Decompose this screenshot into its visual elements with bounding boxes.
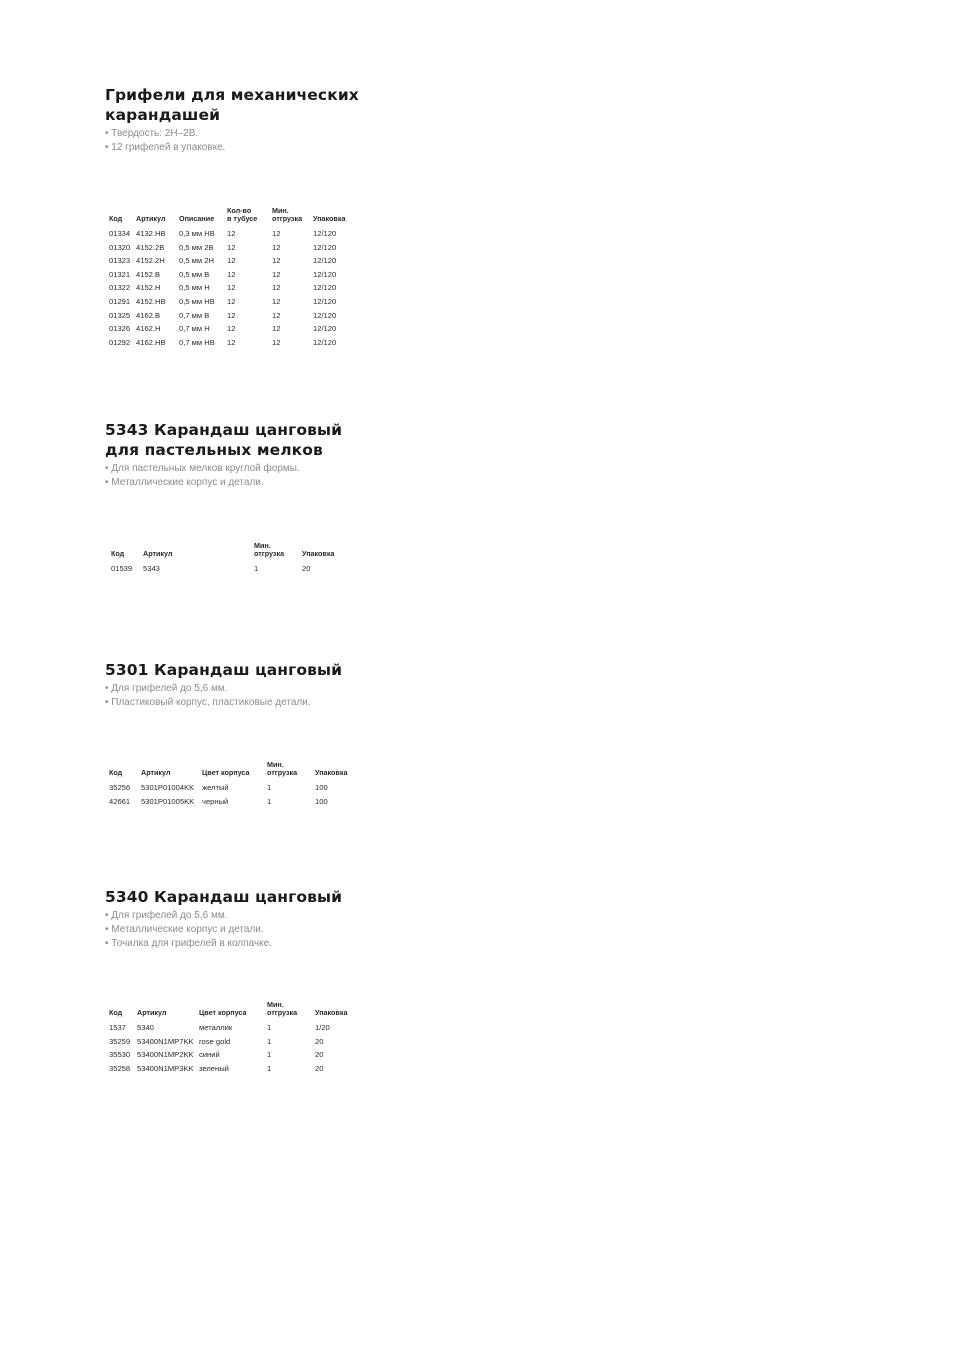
table-cell: 0,5 мм H <box>179 283 210 293</box>
bullet-item: • Для пастельных мелков круглой формы. <box>105 462 342 476</box>
column-header-body-color: Цвет корпуса <box>202 768 250 777</box>
column-header-tube-qty <box>227 207 272 227</box>
table-cell: 12 <box>272 242 281 252</box>
column-header-package: Упаковка <box>313 214 346 223</box>
table-body <box>111 562 342 576</box>
section-5340 <box>105 887 342 951</box>
table-cell: 0,5 мм 2B <box>179 242 214 252</box>
table-cell: 12 <box>227 242 236 252</box>
header-line: в тубусе <box>227 214 258 223</box>
bullet-item: • Твердость: 2H–2B. <box>105 127 359 141</box>
column-header-article: Артикул <box>136 214 166 223</box>
table-cell: 100 <box>315 796 328 806</box>
column-header-code: Код <box>111 549 125 558</box>
header-line: Мин. <box>272 206 289 215</box>
section-5343 <box>105 420 342 490</box>
table-row <box>109 1021 355 1035</box>
column-header-code: Код <box>109 1008 123 1017</box>
table-header-row <box>109 761 355 781</box>
table-cell: 12/120 <box>313 324 337 334</box>
table-cell: 12 <box>227 324 236 334</box>
table-cell: 42661 <box>109 796 131 806</box>
bullet-item: • Металлические корпус и детали. <box>105 476 342 490</box>
column-header-package: Упаковка <box>302 549 335 558</box>
table-cell: 0,5 мм HB <box>179 296 215 306</box>
table-cell: 12/120 <box>313 269 337 279</box>
title-line: 5340 Карандаш цанговый <box>105 888 343 906</box>
table-cell: 35258 <box>109 1063 131 1073</box>
table-cell: 12/120 <box>313 310 337 320</box>
table-cell: 20 <box>315 1050 324 1060</box>
column-header-description: Описание <box>179 214 215 223</box>
header-line: Мин. <box>267 760 284 769</box>
column-header-article: Артикул <box>137 1008 167 1017</box>
bullet-item: • 12 грифелей в упаковке. <box>105 141 359 155</box>
table-cell: 0,5 мм B <box>179 269 210 279</box>
table-cell: 4152.H <box>136 283 161 293</box>
table-row <box>111 562 342 576</box>
table-row <box>109 1035 355 1049</box>
column-header-min-shipment <box>267 761 315 781</box>
table-cell: 53400N1MP3KK <box>137 1063 194 1073</box>
table-cell: 12 <box>272 337 281 347</box>
table-cell: 12 <box>227 229 236 238</box>
title-line: для пастельных мелков <box>105 441 323 459</box>
header-line: Кол-во <box>227 206 252 215</box>
section-title <box>105 887 342 907</box>
column-header-package: Упаковка <box>315 1008 348 1017</box>
table-cell: 12 <box>227 296 236 306</box>
title-line: карандашей <box>105 106 221 124</box>
table-cell: 12 <box>272 310 281 320</box>
table-cell: 35256 <box>109 783 131 792</box>
column-header-code: Код <box>109 214 123 223</box>
table-cell: 12 <box>272 283 281 293</box>
table-cell: 4162.H <box>136 324 161 334</box>
table-cell: 5340 <box>137 1023 154 1032</box>
table-row <box>109 241 353 255</box>
table-cell: 12 <box>272 229 281 238</box>
table-cell: 12 <box>227 310 236 320</box>
table-row <box>109 227 353 241</box>
section-title <box>105 85 359 125</box>
table-cell: 1 <box>254 564 259 573</box>
header-line: отгрузка <box>267 768 298 777</box>
table-cell: черный <box>202 796 229 806</box>
table-cell: 1/20 <box>315 1023 330 1032</box>
table-cell: 5301P01005KK <box>141 796 195 806</box>
table-row <box>109 1062 355 1076</box>
table-cell: 35530 <box>109 1050 131 1060</box>
column-header-min-shipment <box>272 207 313 227</box>
title-line: Грифели для механических <box>105 86 359 104</box>
table-cell: 01320 <box>109 242 131 252</box>
product-table-5343 <box>111 542 342 576</box>
table-row <box>109 295 353 309</box>
table-cell: 12/120 <box>313 256 337 266</box>
table-cell: 4162.HB <box>136 337 166 347</box>
table-cell: 4152.2H <box>136 256 165 266</box>
bullet-list <box>105 462 342 490</box>
product-table-5340 <box>109 1001 355 1075</box>
bullet-item: • Для грифелей до 5,6 мм. <box>105 909 342 923</box>
table-cell: 1 <box>267 796 272 806</box>
table-row <box>109 281 353 295</box>
table-cell: 01291 <box>109 296 131 306</box>
table-cell: 53400N1MP2KK <box>137 1050 194 1060</box>
column-header-article: Артикул <box>141 768 171 777</box>
table-cell: 0,7 мм H <box>179 324 210 334</box>
bullet-list <box>105 909 342 951</box>
table-cell: 01334 <box>109 229 131 238</box>
table-cell: синий <box>199 1050 220 1060</box>
column-header-min-shipment <box>254 542 302 562</box>
header-line: Мин. <box>267 1000 284 1009</box>
product-table-5301 <box>109 761 355 808</box>
table-cell: 4162.B <box>136 310 161 320</box>
table-row <box>109 1048 355 1062</box>
table-cell: 100 <box>315 783 328 792</box>
table-cell: 12/120 <box>313 283 337 293</box>
table-cell: 12/120 <box>313 229 337 238</box>
column-header-article: Артикул <box>143 549 173 558</box>
table-header-row <box>111 542 342 562</box>
table-cell: 0,5 мм 2H <box>179 256 214 266</box>
table-cell: 0,7 мм HB <box>179 337 215 347</box>
table-row <box>109 781 355 795</box>
header-line: отгрузка <box>267 1008 298 1017</box>
table-row <box>109 795 355 809</box>
bullet-list <box>105 682 342 710</box>
table-cell: 01321 <box>109 269 131 279</box>
header-line: отгрузка <box>254 549 285 558</box>
table-header-row <box>109 1001 355 1021</box>
table-cell: 5343 <box>143 564 160 573</box>
table-cell: 1 <box>267 1036 272 1046</box>
table-cell: 20 <box>302 564 311 573</box>
bullet-list <box>105 127 359 155</box>
table-cell: 53400N1MP7KK <box>137 1036 194 1046</box>
table-body <box>109 227 353 349</box>
bullet-item: • Для грифелей до 5,6 мм. <box>105 682 342 696</box>
table-cell: 1537 <box>109 1023 126 1032</box>
column-header-body-color: Цвет корпуса <box>199 1008 247 1017</box>
table-row <box>109 309 353 323</box>
table-cell: 35259 <box>109 1036 131 1046</box>
table-cell: 0,7 мм B <box>179 310 210 320</box>
table-cell: 12 <box>227 337 236 347</box>
table-body <box>109 781 355 808</box>
table-cell: желтый <box>202 783 229 792</box>
table-cell: 12/120 <box>313 296 337 306</box>
table-body <box>109 1021 355 1075</box>
table-cell: 01325 <box>109 310 131 320</box>
table-cell: 4152.B <box>136 269 161 279</box>
table-cell: 01292 <box>109 337 131 347</box>
section-leads <box>105 85 359 155</box>
table-cell: 12 <box>272 256 281 266</box>
table-row <box>109 254 353 268</box>
table-cell: 4132.HB <box>136 229 166 238</box>
table-cell: 12/120 <box>313 337 337 347</box>
table-cell: 1 <box>267 1050 272 1060</box>
table-cell: 01326 <box>109 324 131 334</box>
title-line: 5343 Карандаш цанговый <box>105 421 343 439</box>
title-line: 5301 Карандаш цанговый <box>105 661 343 679</box>
table-cell: 01539 <box>111 564 133 573</box>
section-title <box>105 660 342 680</box>
table-row <box>109 268 353 282</box>
table-row <box>109 322 353 336</box>
bullet-item: • Пластиковый корпус, пластиковые детали. <box>105 696 342 710</box>
table-header-row <box>109 207 353 227</box>
table-cell: 20 <box>315 1036 324 1046</box>
table-cell: 20 <box>315 1063 324 1073</box>
table-cell: 4152.HB <box>136 296 166 306</box>
header-line: отгрузка <box>272 214 303 223</box>
table-cell: 1 <box>267 1023 272 1032</box>
table-cell: 12 <box>227 283 236 293</box>
table-row <box>109 336 353 350</box>
table-cell: 12 <box>227 256 236 266</box>
column-header-code: Код <box>109 768 123 777</box>
section-5301 <box>105 660 342 710</box>
table-cell: 0,3 мм HB <box>179 229 215 238</box>
table-cell: rose gold <box>199 1036 231 1046</box>
table-cell: 12 <box>272 324 281 334</box>
table-cell: 01322 <box>109 283 131 293</box>
header-line: Мин. <box>254 541 271 550</box>
product-table-leads <box>109 207 353 349</box>
table-cell: 12/120 <box>313 242 337 252</box>
bullet-item: • Точилка для грифелей в колпачке. <box>105 937 342 951</box>
column-header-package: Упаковка <box>315 768 348 777</box>
table-cell: 01323 <box>109 256 131 266</box>
bullet-item: • Металлические корпус и детали. <box>105 923 342 937</box>
column-header-min-shipment <box>267 1001 315 1021</box>
table-cell: 12 <box>272 269 281 279</box>
section-title <box>105 420 342 460</box>
table-cell: 5301P01004KK <box>141 783 195 792</box>
table-cell: 1 <box>267 1063 272 1073</box>
table-cell: 12 <box>272 296 281 306</box>
table-cell: 4152.2B <box>136 242 165 252</box>
table-cell: 1 <box>267 783 272 792</box>
table-cell: 12 <box>227 269 236 279</box>
table-cell: металлик <box>199 1023 233 1032</box>
table-cell: зеленый <box>199 1063 229 1073</box>
